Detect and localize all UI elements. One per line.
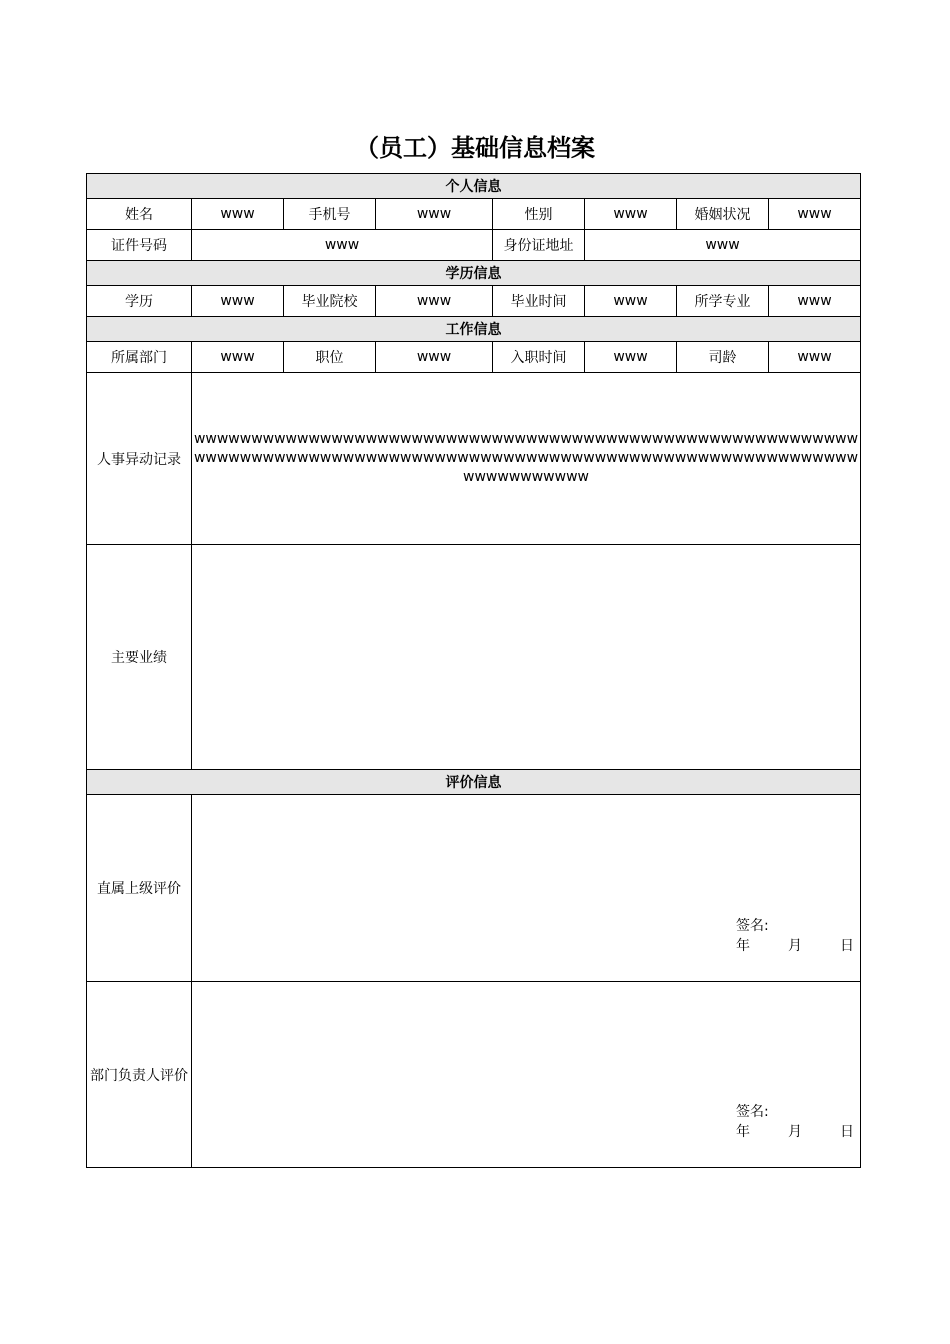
department-label: 所属部门: [87, 342, 192, 373]
hire-date-label: 入职时间: [493, 342, 585, 373]
department-field[interactable]: www: [192, 342, 284, 373]
signature-block: [736, 916, 854, 956]
id-address-field[interactable]: www: [585, 230, 861, 261]
section-header-work: 工作信息: [87, 317, 861, 342]
signature-label: 签名:: [736, 1104, 769, 1120]
signature-date: [736, 936, 854, 956]
phone-field[interactable]: www: [376, 199, 493, 230]
section-header-education: 学历信息: [87, 261, 861, 286]
name-field[interactable]: www: [192, 199, 284, 230]
graduation-time-label: 毕业时间: [493, 286, 585, 317]
position-label: 职位: [284, 342, 376, 373]
marital-status-label: 婚姻状况: [677, 199, 769, 230]
degree-label: 学历: [87, 286, 192, 317]
signature-label: 签名:: [736, 918, 769, 934]
hr-changes-field[interactable]: wwwwwwwwwwwwwwwwwwwwwwwwwwwwwwwwwwwwwwwwwwwwwwwwwwwwwwwwwwwwwwwwwwwwwwwwwwwwwwwwwwwwwwwwwwwwwwwwwwwwwwwwwwwwwwwwwwwwwwwwwwwwwww: [192, 373, 861, 545]
supervisor-eval-field[interactable]: [192, 795, 861, 982]
graduation-time-field[interactable]: www: [585, 286, 677, 317]
tenure-label: 司龄: [677, 342, 769, 373]
year-label: 年: [736, 938, 750, 954]
school-field[interactable]: www: [376, 286, 493, 317]
phone-label: 手机号: [284, 199, 376, 230]
major-field[interactable]: www: [769, 286, 861, 317]
degree-field[interactable]: www: [192, 286, 284, 317]
signature-date: [736, 1122, 854, 1142]
major-label: 所学专业: [677, 286, 769, 317]
id-address-label: 身份证地址: [493, 230, 585, 261]
supervisor-eval-label: 直属上级评价: [87, 795, 192, 982]
position-field[interactable]: www: [376, 342, 493, 373]
signature-block: [736, 1102, 854, 1142]
id-number-field[interactable]: www: [192, 230, 493, 261]
hr-changes-label: 人事异动记录: [87, 373, 192, 545]
id-number-label: 证件号码: [87, 230, 192, 261]
dept-head-eval-label: 部门负责人评价: [87, 982, 192, 1168]
employee-info-form: [86, 173, 861, 1168]
gender-field[interactable]: www: [585, 199, 677, 230]
marital-status-field[interactable]: www: [769, 199, 861, 230]
name-label: 姓名: [87, 199, 192, 230]
performance-field[interactable]: [192, 545, 861, 770]
section-header-evaluation: 评价信息: [87, 770, 861, 795]
hire-date-field[interactable]: www: [585, 342, 677, 373]
school-label: 毕业院校: [284, 286, 376, 317]
day-label: 日: [840, 1124, 854, 1140]
day-label: 日: [840, 938, 854, 954]
dept-head-eval-field[interactable]: [192, 982, 861, 1168]
gender-label: 性别: [493, 199, 585, 230]
month-label: 月: [788, 1124, 802, 1140]
section-header-personal: 个人信息: [87, 174, 861, 199]
year-label: 年: [736, 1124, 750, 1140]
page-title: （员工）基础信息档案: [355, 134, 595, 162]
performance-label: 主要业绩: [87, 545, 192, 770]
month-label: 月: [788, 938, 802, 954]
tenure-field[interactable]: www: [769, 342, 861, 373]
